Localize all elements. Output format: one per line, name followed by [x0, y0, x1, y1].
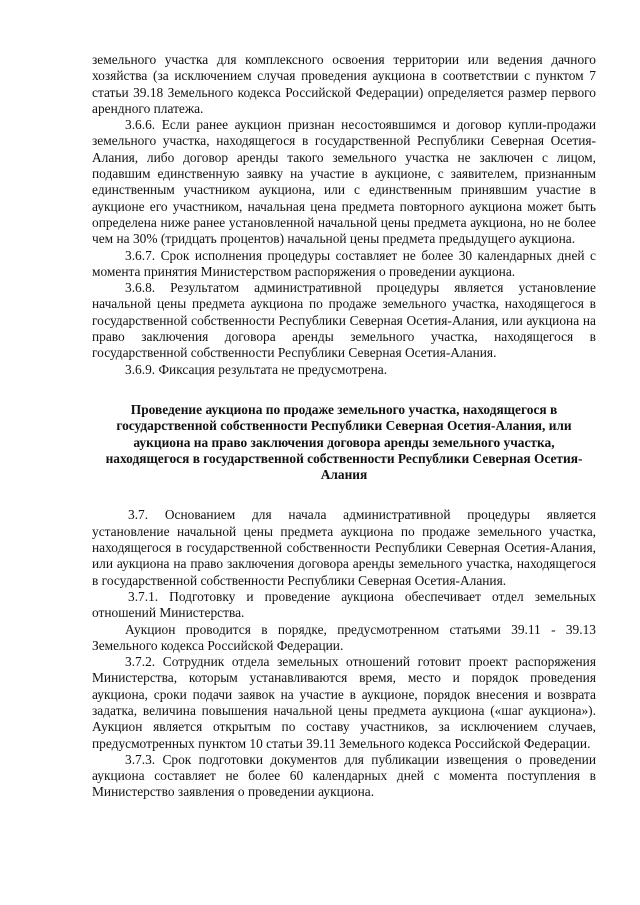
paragraph-3-7-3: 3.7.3. Срок подготовки документов для публикации извещения о проведении аукциона составляет не более 60 календарных дней с момента поступления в Министерство заявления о проведении аукциона.	[92, 751, 596, 800]
paragraph-3-7-2: 3.7.2. Сотрудник отдела земельных отношений готовит проект распоряжения Министерства, которым устанавливаются время, место и порядок проведения аукциона, сроки подачи заявок на участие в аукционе, порядок внесения и возврата задатка, величина повышения начальной цены предмета аукциона («шаг аукциона»). Аукцион является открытым по составу участников, за исключением случаев, предусмотренных пунктом 10 статьи 39.11 Земельного кодекса Российской Федерации.	[92, 654, 596, 751]
paragraph-3-7-1: 3.7.1. Подготовку и проведение аукциона обеспечивает отдел земельных отношений Министерства.	[92, 588, 596, 621]
paragraph-3-6-7: 3.6.7. Срок исполнения процедуры составляет не более 30 календарных дней с момента принятия Министерством распоряжения о проведении аукциона.	[92, 247, 596, 279]
paragraph-3-6-6: 3.6.6. Если ранее аукцион признан несостоявшимся и договор купли-продажи земельного участка, находящегося в государственной Республики Северная Осетия-Алания, либо договор аренды такого земельного участка не заключен с лицом, подавшим единственную заявку на участие в аукционе, с заявителем, признанным единственным участником аукциона, или с единственным принявшим участие в аукционе его участником, начальная цена предмета повторного аукциона может быть определена ниже ранее установленной начальной цены предмета аукциона, но не более чем на 30% (тридцать процентов) начальной цены предмета предыдущего аукциона.	[92, 117, 596, 247]
paragraph-3-6-9: 3.6.9. Фиксация результата не предусмотрена.	[125, 361, 388, 377]
paragraph-auction-procedure: Аукцион проводится в порядке, предусмотренном статьями 39.11 - 39.13 Земельного кодекса Российской Федерации.	[92, 621, 596, 653]
paragraph-3-7: 3.7. Основанием для начала административной процедуры является установление начальной цены предмета аукциона по продаже земельного участка, находящегося в государственной собственности Республики Северная Осетия-Алания, или аукциона на право заключения договора аренды земельного участка, находящегося в государственной собственности Республики Северная Осетия-Алания.	[92, 507, 596, 588]
section-heading: Проведение аукциона по продаже земельного участка, находящегося в государственной собственности Республики Северная Осетия-Алания, или аукциона на право заключения договора аренды земельного участка, находящегося в государственной собственности Республики Северная Осетия-Алания	[105, 401, 583, 483]
paragraph-continuation: земельного участка для комплексного освоения территории или ведения дачного хозяйства (за исключением случая проведения аукциона в соответствии с пунктом 7 статьи 39.18 Земельного кодекса Российской Федерации) определяется размер первого арендного платежа.	[92, 52, 596, 116]
paragraph-3-6-8: 3.6.8. Результатом административной процедуры является установление начальной цены предмета аукциона по продаже земельного участка, находящегося в государственной собственности Республики Северная Осетия-Алания, или аукциона на право заключения договора аренды земельного участка, находящегося в государственной собственности Республики Северная Осетия-Алания.	[92, 280, 596, 361]
